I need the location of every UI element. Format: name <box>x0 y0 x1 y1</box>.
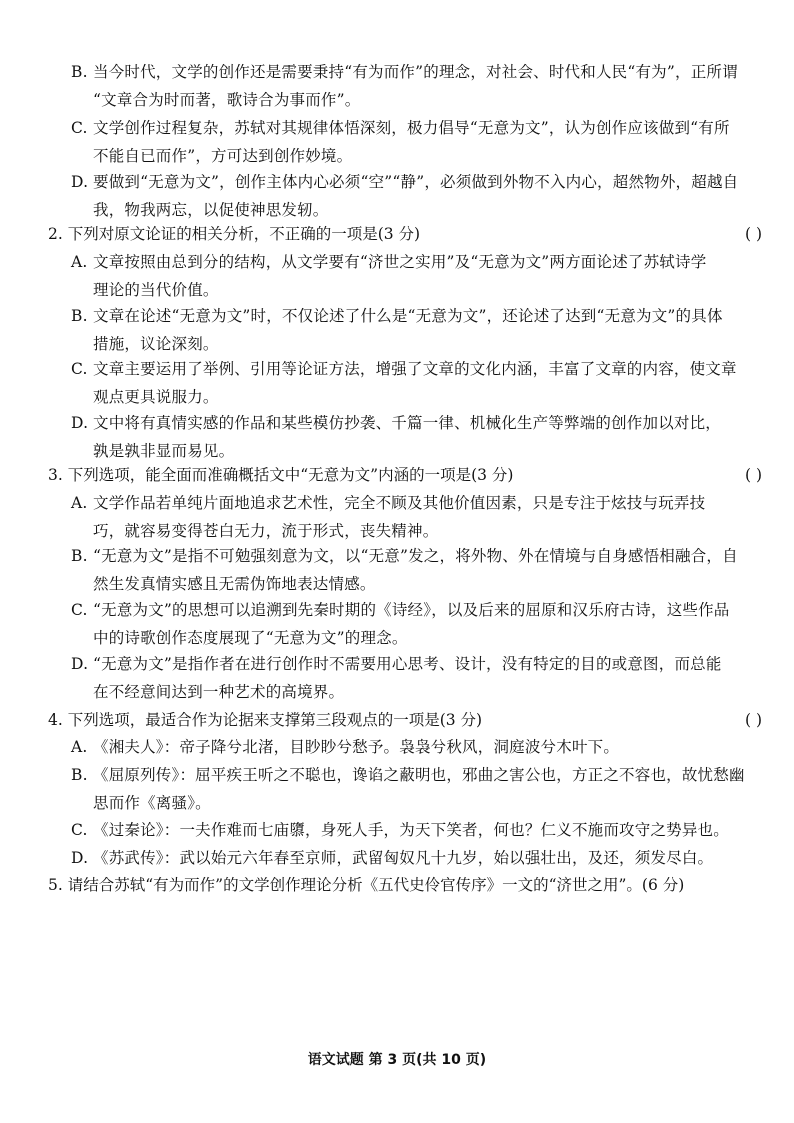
option-line: 我，物我两忘，以促使神思发轫。 <box>93 201 329 219</box>
q3-option-d <box>71 650 758 706</box>
q3-option-a <box>71 489 758 545</box>
q1-option-b <box>71 58 758 114</box>
q4-option-b <box>71 761 758 817</box>
option-line: 观点更具说服力。 <box>93 388 219 406</box>
question-text: 2. 下列对原文论证的相关分析，不正确的一项是(3 分) <box>48 225 421 243</box>
option-label: A. <box>71 738 88 756</box>
option-line: 中的诗歌创作态度展现了“无意为文”的理念。 <box>93 629 408 647</box>
option-line: 文章主要运用了举例、引用等论证方法，增强了文章的文化内涵，丰富了文章的内容，使文章 <box>93 360 737 378</box>
question-5-stem <box>48 873 768 897</box>
option-label: B. <box>71 307 88 325</box>
q2-option-c <box>71 355 758 411</box>
answer-blank: ( ) <box>744 225 762 243</box>
option-line: 《过秦论》：一夫作难而七庙隳，身死人手，为天下笑者，何也？仁义不施而攻守之势异也。 <box>93 821 729 839</box>
question-4-stem <box>48 708 768 732</box>
q4-option-d <box>71 844 758 872</box>
option-line: 措施，议论深刻。 <box>93 335 219 353</box>
option-line: 思而作《离骚》。 <box>93 794 211 812</box>
option-line: 《屈原列传》：屈平疾王听之不聪也，谗谄之蔽明也，邪曲之害公也，方正之不容也，故忧愁幽 <box>93 766 745 784</box>
option-line: 不能自已而作”，方可达到创作妙境。 <box>93 147 353 165</box>
option-label: C. <box>71 360 88 378</box>
option-label: A. <box>71 253 88 271</box>
option-line: 文章在论述“无意为文”时，不仅论述了什么是“无意为文”，还论述了达到“无意为文”的具体 <box>93 307 723 325</box>
q3-option-c <box>71 596 758 652</box>
q1-option-d <box>71 168 758 224</box>
option-label: D. <box>71 849 89 867</box>
question-text: 4. 下列选项，最适合作为论据来支撑第三段观点的一项是(3 分) <box>48 711 483 729</box>
option-line: 《苏武传》：武以始元六年春至京师，武留匈奴凡十九岁，始以强壮出，及还，须发尽白。 <box>93 849 714 867</box>
q4-option-a <box>71 733 758 761</box>
q2-option-d <box>71 409 758 465</box>
option-line: “无意为文”是指作者在进行创作时不需要用心思考、设计，没有特定的目的或意图，而总能 <box>93 655 722 673</box>
question-text: 3. 下列选项，能全面而准确概括文中“无意为文”内涵的一项是(3 分) <box>48 466 514 484</box>
option-line: “文章合为时而著，歌诗合为事而作”。 <box>93 91 361 109</box>
option-line: 文章按照由总到分的结构，从文学要有“济世之实用”及“无意为文”两方面论述了苏轼诗学 <box>93 253 707 271</box>
option-line: “无意为文”的思想可以追溯到先秦时期的《诗经》，以及后来的屈原和汉乐府古诗，这些作品 <box>93 601 730 619</box>
option-label: A. <box>71 494 88 512</box>
answer-blank: ( ) <box>744 466 762 484</box>
page-footer: 语文试题 第 3 页(共 10 页) <box>307 1052 487 1068</box>
q2-option-b <box>71 302 758 358</box>
option-label: B. <box>71 63 88 81</box>
option-line: 在不经意间达到一种艺术的高境界。 <box>93 683 345 701</box>
option-label: C. <box>71 821 88 839</box>
q1-option-c <box>71 114 758 170</box>
option-label: C. <box>71 119 88 137</box>
option-line: 理论的当代价值。 <box>93 281 219 299</box>
option-line: 文学创作过程复杂，苏轼对其规律体悟深刻，极力倡导“无意为文”，认为创作应该做到“有所 <box>93 119 730 137</box>
q3-option-b <box>71 542 758 598</box>
option-line: “无意为文”是指不可勉强刻意为文，以“无意”发之，将外物、外在情境与自身感悟相融合，自 <box>93 547 738 565</box>
option-line: 要做到“无意为文”，创作主体内心必须“空”“静”，必须做到外物不入内心，超然物外，超越自 <box>93 173 739 191</box>
option-line: 《湘夫人》：帝子降兮北渚，目眇眇兮愁予。袅袅兮秋风，洞庭波兮木叶下。 <box>93 738 620 756</box>
option-label: C. <box>71 601 88 619</box>
option-line: 孰是孰非显而易见。 <box>93 442 235 460</box>
option-line: 然生发真情实感且无需伪饰地表达情感。 <box>93 575 376 593</box>
option-line: 文学作品若单纯片面地追求艺术性，完全不顾及其他价值因素，只是专注于炫技与玩弄技 <box>93 494 706 512</box>
q2-option-a <box>71 248 758 304</box>
option-line: 当今时代，文学的创作还是需要秉持“有为而作”的理念，对社会、时代和人民“有为”，正所谓 <box>93 63 738 81</box>
option-line: 文中将有真情实感的作品和某些模仿抄袭、千篇一律、机械化生产等弊端的创作加以对比， <box>93 414 722 432</box>
question-2-stem <box>48 222 768 246</box>
question-text: 5. 请结合苏轼“有为而作”的文学创作理论分析《五代史伶官传序》一文的“济世之用”。(6 分) <box>48 876 685 894</box>
answer-blank: ( ) <box>744 711 762 729</box>
option-label: D. <box>71 414 89 432</box>
option-label: B. <box>71 766 88 784</box>
option-label: B. <box>71 547 88 565</box>
option-line: 巧，就容易变得苍白无力，流于形式，丧失精神。 <box>93 522 439 540</box>
option-label: D. <box>71 655 89 673</box>
question-3-stem <box>48 463 768 487</box>
option-label: D. <box>71 173 89 191</box>
q4-option-c <box>71 816 758 844</box>
